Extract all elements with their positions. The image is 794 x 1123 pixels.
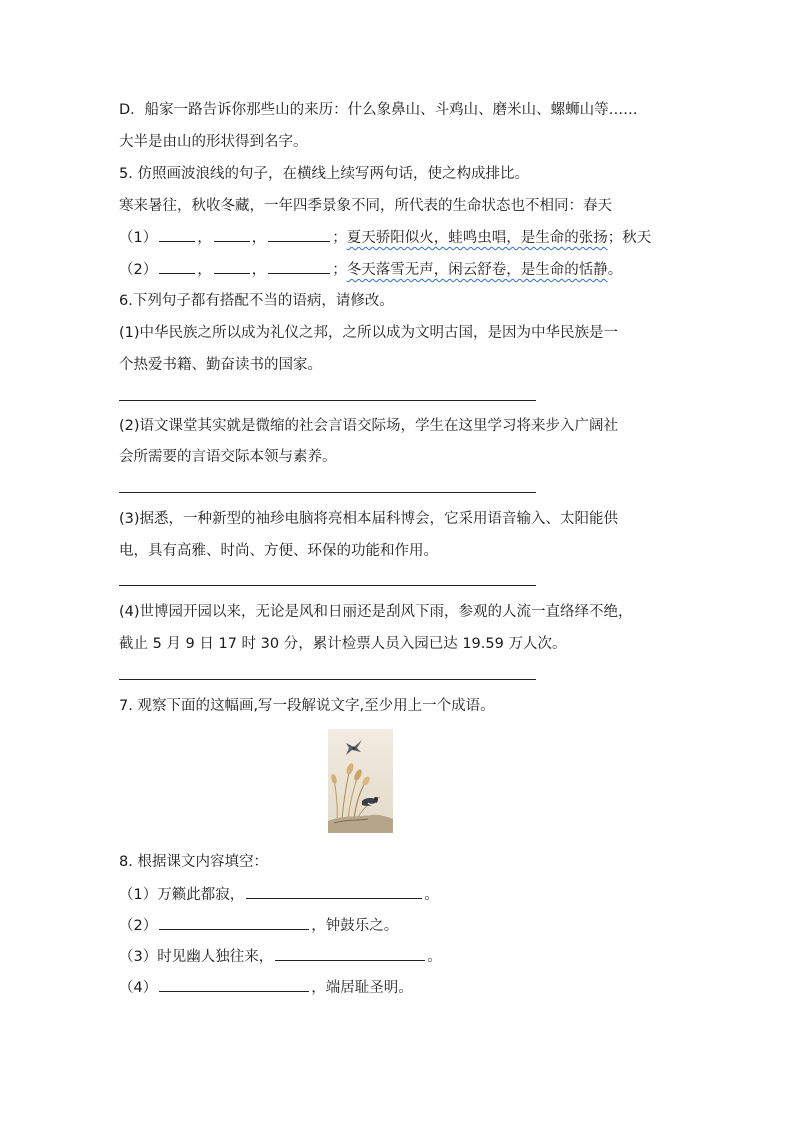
q6-sentence-2-line-2: 会所需要的言语交际本领与素养。 [119, 449, 337, 465]
q8-title: 8. 根据课文内容填空： [119, 854, 268, 870]
q5-item-1-number: （1） [119, 230, 158, 246]
q6-answer-line-1[interactable] [119, 400, 536, 401]
q8-fill-3-number: （3） [119, 949, 158, 965]
q8-fill-1-number: （1） [119, 887, 158, 903]
q5-item-1-semicolon: ； [332, 230, 347, 246]
q5-item-1-tail: ；秋天 [607, 230, 652, 246]
q5-item-2-blank-c[interactable] [268, 259, 330, 274]
q8-fill-3-end: 。 [427, 949, 442, 965]
option-d-line-2: 大半是由山的形状得到名字。 [119, 134, 308, 150]
q8-fill-2-end: ，钟鼓乐之。 [311, 918, 399, 934]
q8-fill-1 [119, 884, 439, 905]
q8-fill-1-text: 万籁此都寂， [157, 887, 245, 903]
q8-fill-4-number: （4） [119, 980, 158, 996]
q5-title: 5. 仿照画波浪线的句子，在横线上续写两句话，使之构成排比。 [119, 166, 529, 182]
q5-item-2-tail: 。 [607, 262, 623, 278]
q5-item-1-blank-a[interactable] [159, 227, 195, 242]
q8-fill-3-text: 时见幽人独往来， [157, 949, 274, 965]
q5-item-1-blank-b[interactable] [214, 227, 250, 242]
q5-item-2 [119, 259, 622, 280]
q6-sentence-4-line-1: (4)世博园开园以来，无论是风和日丽还是刮风下雨，参观的人流一直络绎不绝， [119, 604, 633, 620]
q6-answer-line-3[interactable] [119, 585, 536, 586]
q8-fill-3 [119, 946, 442, 967]
q5-item-1 [119, 227, 651, 248]
q6-sentence-3-line-2: 电，具有高雅、时尚、方便、环保的功能和作用。 [119, 543, 438, 559]
bird-reed-painting-icon [328, 729, 393, 833]
q8-fill-1-blank[interactable] [246, 884, 422, 899]
option-d-line-1: D．船家一路告诉你那些山的来历：什么象鼻山、斗鸡山、磨米山、螺蛳山等…… [119, 102, 638, 118]
q5-item-1-blank-c[interactable] [268, 227, 330, 242]
q5-item-2-comma-a: ， [197, 262, 212, 278]
q5-item-2-blank-b[interactable] [214, 259, 250, 274]
q5-item-2-semicolon: ； [332, 262, 347, 278]
q5-item-2-blank-a[interactable] [159, 259, 195, 274]
q5-item-1-wavy-sentence: 夏天骄阳似火，蛙鸣虫唱，是生命的张扬 [346, 230, 608, 246]
q6-sentence-1-line-2: 个热爱书籍、勤奋读书的国家。 [119, 357, 322, 373]
q6-sentence-4-line-2: 截止 5 月 9 日 17 时 30 分，累计检票人员入园已达 19.59 万人次。 [119, 636, 567, 652]
q8-fill-2-number: （2） [119, 918, 158, 934]
q5-item-2-comma-b: ， [251, 262, 267, 278]
q5-item-2-wavy-sentence: 冬天落雪无声，闲云舒卷，是生命的恬静 [346, 262, 608, 278]
q5-intro: 寒来暑往，秋收冬藏，一年四季景象不同，所代表的生命状态也不相同：春天 [119, 198, 612, 214]
q8-fill-4-end: ，端居耻圣明。 [311, 980, 413, 996]
q8-fill-4 [119, 977, 413, 998]
q8-fill-3-blank[interactable] [275, 946, 425, 961]
q6-title: 6.下列句子都有搭配不当的语病，请修改。 [119, 293, 394, 309]
q6-sentence-3-line-1: (3)据悉，一种新型的袖珍电脑将亮相本届科博会，它采用语音输入、太阳能供 [119, 511, 619, 527]
q8-fill-4-blank[interactable] [159, 977, 309, 992]
q5-item-1-comma-b: ， [251, 230, 267, 246]
q8-fill-2 [119, 915, 398, 936]
q6-sentence-1-line-1: (1)中华民族之所以成为礼仪之邦，之所以成为文明古国，是因为中华民族是一 [119, 325, 619, 341]
q6-answer-line-4[interactable] [119, 679, 536, 680]
q5-item-2-number: （2） [119, 262, 158, 278]
q7-title: 7. 观察下面的这幅画,写一段解说文字,至少用上一个成语。 [119, 698, 495, 714]
q6-sentence-2-line-1: (2)语文课堂其实就是微缩的社会言语交际场，学生在这里学习将来步入广阔社 [119, 418, 619, 434]
q6-answer-line-2[interactable] [119, 492, 536, 493]
q8-fill-2-blank[interactable] [159, 915, 309, 930]
q8-fill-1-end: 。 [424, 887, 439, 903]
q5-item-1-comma-a: ， [197, 230, 212, 246]
